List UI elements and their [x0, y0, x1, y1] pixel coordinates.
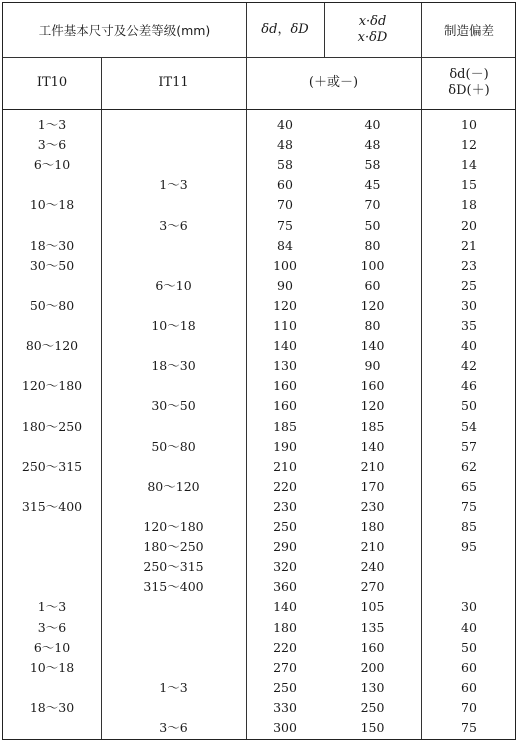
cell-dev: 42 — [461, 358, 477, 374]
cell-dev: 60 — [461, 659, 477, 675]
cell-dev: 35 — [461, 318, 477, 333]
cell-dev: 21 — [461, 237, 477, 253]
cell-delta: 130 — [273, 358, 297, 374]
header-delta-sep: ， — [277, 22, 291, 38]
cell-it11: 315～400 — [143, 579, 204, 595]
table-row — [3, 457, 515, 477]
cell-it10 — [3, 517, 101, 537]
cell-dev: 65 — [461, 478, 477, 494]
cell-dev: 62 — [461, 458, 477, 474]
cell-dev: 25 — [461, 277, 477, 293]
cell-delta: 140 — [273, 599, 297, 615]
cell-x: 40 — [364, 117, 381, 132]
cell-it11 — [101, 195, 246, 215]
cell-x: 150 — [360, 720, 385, 735]
header-dev-bottom: δD(＋) — [448, 83, 490, 98]
table-row — [3, 437, 515, 457]
table-row — [3, 376, 515, 396]
cell-dev: 30 — [461, 297, 477, 313]
cell-it11: 3～6 — [159, 720, 188, 735]
cell-x: 185 — [360, 418, 385, 434]
cell-delta: 360 — [273, 579, 297, 595]
cell-it11 — [101, 296, 246, 316]
cell-delta: 190 — [273, 438, 297, 454]
cell-dev: 23 — [461, 257, 477, 273]
cell-it11: 18～30 — [151, 358, 196, 374]
cell-it10 — [3, 356, 101, 376]
cell-dev: 57 — [461, 438, 477, 454]
table-row — [3, 638, 515, 658]
header-size-grade: 工件基本尺寸及公差等级(mm) — [38, 22, 211, 38]
cell-x: 270 — [360, 579, 385, 595]
cell-delta: 250 — [273, 679, 297, 695]
cell-it10: 18～30 — [29, 699, 75, 715]
cell-dev: 70 — [461, 699, 477, 715]
cell-dev: 60 — [461, 679, 477, 695]
table-row — [3, 517, 515, 537]
cell-delta: 290 — [273, 539, 297, 555]
cell-it11 — [101, 236, 246, 256]
table-row — [3, 195, 515, 215]
cell-it10: 250～315 — [21, 458, 83, 474]
cell-dev — [421, 577, 517, 597]
table-row — [3, 678, 515, 698]
table-row — [3, 537, 515, 557]
cell-x: 130 — [360, 679, 385, 695]
cell-it10: 80～120 — [25, 338, 79, 354]
cell-delta: 185 — [273, 418, 297, 434]
cell-delta: 140 — [273, 338, 297, 354]
cell-it10: 10～18 — [29, 197, 75, 213]
cell-it10 — [3, 477, 101, 497]
cell-delta: 84 — [277, 237, 293, 253]
cell-delta: 100 — [273, 257, 297, 273]
cell-delta: 75 — [277, 217, 293, 233]
cell-it11: 120～180 — [143, 519, 204, 534]
cell-x: 200 — [360, 659, 385, 675]
cell-it11 — [101, 417, 246, 437]
cell-x: 70 — [364, 197, 381, 213]
cell-it11 — [101, 457, 246, 477]
table-row — [3, 236, 515, 256]
cell-dev: 95 — [461, 539, 477, 555]
table-row — [3, 296, 515, 316]
cell-delta: 40 — [277, 117, 293, 132]
cell-it11: 3～6 — [159, 217, 188, 233]
cell-delta: 110 — [273, 318, 297, 333]
table-row — [3, 497, 515, 517]
cell-it11 — [101, 698, 246, 718]
cell-it10: 1～3 — [37, 117, 67, 132]
cell-x: 60 — [364, 277, 381, 293]
cell-delta: 160 — [273, 398, 297, 414]
cell-x: 50 — [364, 217, 381, 233]
table-row — [3, 135, 515, 155]
cell-it11: 80～120 — [147, 478, 200, 494]
cell-delta: 330 — [273, 699, 297, 715]
cell-dev: 75 — [461, 498, 477, 514]
cell-it10: 180～250 — [21, 418, 83, 434]
cell-it11 — [101, 597, 246, 617]
cell-dev: 40 — [461, 619, 477, 635]
cell-delta: 270 — [273, 659, 297, 675]
cell-it10 — [3, 718, 101, 738]
cell-x: 250 — [360, 699, 385, 715]
header-delta-alt: δD — [290, 22, 309, 38]
cell-it11 — [101, 638, 246, 658]
cell-it11: 30～50 — [151, 398, 196, 414]
cell-it10 — [3, 437, 101, 457]
cell-delta: 58 — [277, 157, 293, 173]
cell-it11 — [101, 115, 246, 135]
cell-dev: 75 — [461, 720, 477, 735]
table-row — [3, 658, 515, 678]
cell-dev: 50 — [461, 639, 477, 655]
cell-it10: 3～6 — [37, 137, 67, 153]
cell-dev: 20 — [461, 217, 477, 233]
header-bottom-divider — [3, 109, 515, 110]
cell-x: 140 — [360, 438, 385, 454]
cell-it11: 1～3 — [159, 177, 188, 193]
cell-delta: 230 — [273, 498, 297, 514]
cell-delta: 220 — [273, 639, 297, 655]
cell-x: 210 — [360, 458, 385, 474]
cell-dev: 85 — [461, 519, 477, 534]
cell-x: 90 — [364, 358, 381, 374]
cell-x: 210 — [360, 539, 385, 555]
cell-x: 45 — [364, 177, 381, 193]
table-row — [3, 417, 515, 437]
cell-it11 — [101, 135, 246, 155]
header-x-delta-bottom: x·δD — [357, 30, 388, 45]
cell-it10 — [3, 396, 101, 416]
cell-delta: 48 — [277, 137, 293, 153]
cell-delta: 120 — [273, 297, 297, 313]
header-x-delta — [324, 3, 421, 57]
header-delta-main: δd — [261, 22, 278, 38]
cell-dev: 50 — [461, 398, 477, 414]
tolerance-table — [2, 2, 516, 740]
cell-x: 80 — [364, 318, 381, 333]
cell-it10: 3～6 — [37, 619, 67, 635]
table-row — [3, 276, 515, 296]
cell-it10: 6～10 — [33, 157, 71, 173]
table-row — [3, 316, 515, 336]
table-row — [3, 356, 515, 376]
cell-it11: 50～80 — [151, 438, 196, 454]
cell-delta: 60 — [277, 177, 293, 193]
cell-x: 160 — [360, 639, 385, 655]
cell-it11: 10～18 — [151, 318, 196, 333]
cell-it10 — [3, 316, 101, 336]
cell-delta: 90 — [277, 277, 293, 293]
cell-x: 100 — [360, 257, 385, 273]
cell-it10: 18～30 — [29, 237, 75, 253]
cell-it10: 30～50 — [29, 257, 75, 273]
cell-it11: 180～250 — [143, 539, 204, 555]
cell-it11 — [101, 336, 246, 356]
cell-it11 — [101, 155, 246, 175]
cell-it11 — [101, 618, 246, 638]
cell-x: 180 — [360, 519, 385, 534]
cell-x: 120 — [360, 297, 385, 313]
cell-dev: 10 — [461, 117, 477, 132]
cell-it10 — [3, 678, 101, 698]
cell-it11 — [101, 256, 246, 276]
cell-dev — [421, 557, 517, 577]
cell-x: 80 — [364, 237, 381, 253]
cell-it10: 315～400 — [21, 498, 83, 514]
header-sign: (＋或－) — [308, 75, 359, 91]
cell-it11: 250～315 — [143, 559, 204, 575]
table-row — [3, 718, 515, 738]
cell-x: 140 — [360, 338, 385, 354]
header-delta — [246, 3, 324, 57]
cell-x: 160 — [360, 378, 385, 394]
cell-it10: 120～180 — [21, 378, 83, 394]
cell-it10 — [3, 537, 101, 557]
cell-it10 — [3, 175, 101, 195]
cell-dev: 54 — [461, 418, 477, 434]
cell-x: 105 — [360, 599, 385, 615]
cell-it10: 6～10 — [33, 639, 71, 655]
cell-dev: 30 — [461, 599, 477, 615]
table-row — [3, 256, 515, 276]
header-tolerance: 制造偏差 — [443, 22, 494, 38]
cell-dev: 40 — [461, 338, 477, 354]
table-row — [3, 155, 515, 175]
cell-delta: 210 — [273, 458, 297, 474]
cell-it11 — [101, 497, 246, 517]
cell-it10: 50～80 — [29, 297, 75, 313]
cell-x: 48 — [364, 137, 381, 153]
table-row — [3, 477, 515, 497]
cell-delta: 220 — [273, 478, 297, 494]
cell-delta: 160 — [273, 378, 297, 394]
cell-x: 170 — [360, 478, 385, 494]
cell-x: 240 — [360, 559, 385, 575]
cell-dev: 12 — [461, 137, 477, 153]
cell-delta: 250 — [273, 519, 297, 534]
table-row — [3, 336, 515, 356]
header-dev-top: δd(－) — [449, 67, 489, 83]
cell-it10: 10～18 — [29, 659, 75, 675]
table-row — [3, 597, 515, 617]
cell-delta: 70 — [277, 197, 293, 213]
cell-delta: 320 — [273, 559, 297, 575]
table-row — [3, 216, 515, 236]
table-row — [3, 396, 515, 416]
cell-x: 120 — [360, 398, 385, 414]
header-x-delta-top: x·δd — [358, 14, 387, 30]
header-it10: IT10 — [36, 75, 68, 91]
table-row — [3, 115, 515, 135]
cell-dev: 14 — [461, 157, 477, 173]
cell-dev: 15 — [461, 177, 477, 193]
cell-it10: 1～3 — [37, 599, 67, 615]
cell-delta: 300 — [273, 720, 297, 735]
cell-x: 58 — [364, 157, 381, 173]
table-row — [3, 698, 515, 718]
cell-it10 — [3, 216, 101, 236]
table-row — [3, 175, 515, 195]
cell-it11: 1～3 — [159, 679, 188, 695]
table-row — [3, 557, 515, 577]
cell-dev: 18 — [461, 197, 477, 213]
cell-it11 — [101, 376, 246, 396]
cell-it10 — [3, 577, 101, 597]
cell-x: 230 — [360, 498, 385, 514]
cell-it11 — [101, 658, 246, 678]
cell-it10 — [3, 276, 101, 296]
table-row — [3, 577, 515, 597]
cell-dev: 46 — [461, 378, 477, 394]
cell-it11: 6～10 — [155, 277, 192, 293]
cell-x: 135 — [360, 619, 385, 635]
header-it11: IT11 — [158, 75, 189, 91]
cell-delta: 180 — [273, 619, 297, 635]
cell-it10 — [3, 557, 101, 577]
header-deviation — [421, 57, 517, 109]
table-row — [3, 618, 515, 638]
